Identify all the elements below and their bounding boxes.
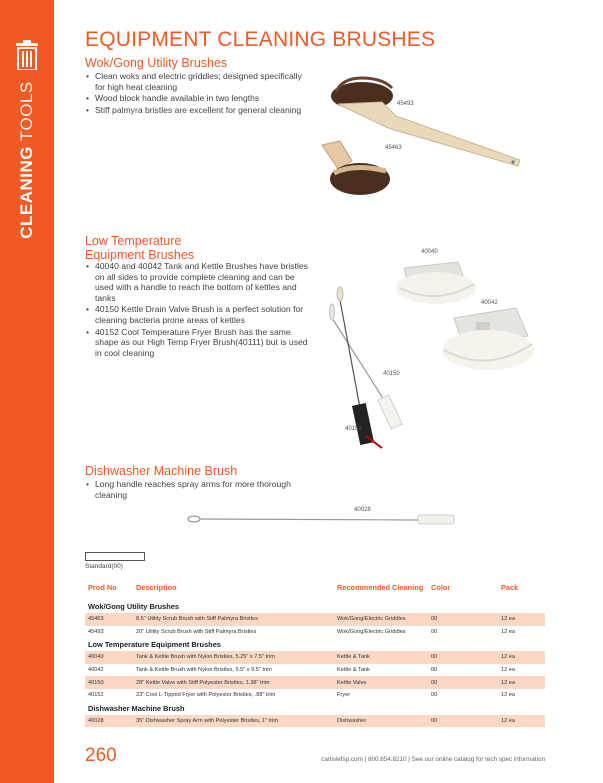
header-recommended-cleaning: Recommended Cleaning (337, 583, 424, 592)
header-color: Color (431, 583, 451, 592)
sidebar-band (0, 0, 54, 783)
label-45463: 45463 (385, 145, 402, 151)
brush-40028-image (188, 513, 458, 527)
table-group-row: Dishwasher Machine Brush (88, 703, 185, 713)
label-40150: 40150 (383, 371, 400, 377)
standard-color-label: Standard(00) (85, 563, 123, 570)
bullet-item: • Long handle reaches spray arms for more thorough cleaning (86, 479, 308, 500)
bullet-list-wok (86, 71, 311, 116)
valve-fryer-brushes-image (326, 286, 406, 450)
section-title-wok: Wok/Gong Utility Brushes (85, 56, 228, 70)
spec-table (85, 576, 545, 727)
bullet-item: • Wood block handle available in two lengths (86, 93, 311, 104)
label-40040: 40040 (421, 249, 438, 255)
standard-color-swatch (85, 552, 145, 561)
trash-bin-icon (16, 40, 38, 70)
brush-40042-image (438, 306, 538, 376)
table-row: 40042 Tank & Kettle Brush with Nylon Bristles, 5.5" x 9.5" trim Kettle & Tank 00 12 ea (85, 664, 545, 677)
label-40042: 40042 (481, 300, 498, 306)
label-45493: 45493 (397, 101, 414, 107)
table-group-row: Low Temperature Equipment Brushes (88, 640, 221, 650)
bullet-item: • 40150 Kettle Drain Valve Brush is a perfect solution for cleaning bacteria prone areas of kettles (86, 304, 308, 325)
table-row: 40040 Tank & Kettle Brush with Nylon Bristles, 5.25" x 7.5" trim Kettle & Tank 00 12 ea (85, 651, 545, 664)
bullet-list-low-temp (86, 261, 308, 359)
header-pack: Pack (501, 583, 519, 592)
brush-40040-image (396, 258, 486, 310)
table-row: 40150 28" Kettle Valve with Stiff Polyester Bristles, 1.38" trim Kettle Valve 00 12 ea (85, 676, 545, 689)
table-row: 45463 8.5" Utility Scrub Brush with Stiff Palmyra Bristles Wok/Gong/Electric Griddles 00 12 ea (85, 613, 545, 626)
label-40028: 40028 (354, 507, 371, 513)
label-40152: 40152 (345, 426, 362, 432)
table-row: 45493 20" Utility Scrub Brush with Stiff Palmyra Bristles Wok/Gong/Electric Griddles 00 12 ea (85, 626, 545, 639)
table-row: 40028 35" Dishwasher Spray Arm with Polyester Bristles, 1" trim Dishwasher 00 12 ea (85, 715, 545, 728)
section-title-low-temp: Low Temperature Equipment Brushes (85, 234, 195, 262)
table-header-row (85, 576, 545, 600)
page-title: EQUIPMENT CLEANING BRUSHES (85, 28, 436, 51)
brush-45463-image (316, 139, 396, 201)
sidebar-category-label: CLEANING TOOLS (17, 81, 36, 239)
bullet-list-dishwasher (86, 479, 308, 501)
footer-contact: carlislefsp.com | 800.654.8210 | See our online catalog for tech spec information (321, 756, 545, 763)
page-number: 260 (85, 745, 117, 766)
bullet-item: • Clean woks and electric griddles; designed specifically for high heat cleaning (86, 71, 311, 92)
bullet-item: • 40040 and 40042 Tank and Kettle Brushes have bristles on all sides to provide complete cleaning and can be used with a handle to reach the bottom of kettles and tanks (86, 261, 308, 303)
header-description: Description (136, 583, 177, 592)
bullet-item: • 40152 Cool Temperature Fryer Brush has the same shape as our High Temp Fryer Brush(40111) but is used in cool cleaning (86, 327, 308, 359)
bullet-item: • Stiff palmyra bristles are excellent for general cleaning (86, 105, 311, 116)
section-title-dishwasher: Dishwasher Machine Brush (85, 464, 238, 478)
header-prod-no: Prod No (88, 583, 117, 592)
table-row: 40152 23" Cool L-Tipped Fryer with Polyester Bristles, .88" trim Fryer 00 12 ea (85, 689, 545, 702)
table-group-row: Wok/Gong Utility Brushes (88, 602, 180, 611)
